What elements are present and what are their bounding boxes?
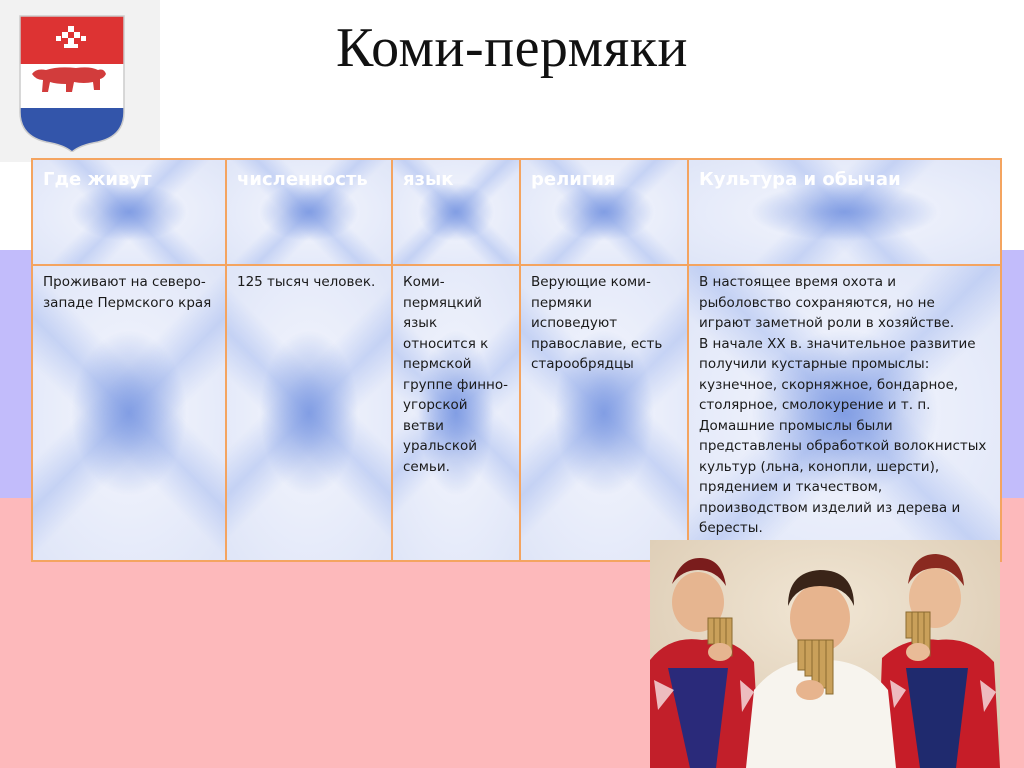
culture-paragraph-2: В начале XX в. значительное развитие получили кустарные промыслы: кузнечное, скорняжное, бондарное, столярное, смолокурение и т. п. Домашние промыслы были представлены обработкой волокнистых культур (льна, конопли, шерсти), прядением и ткачеством, производством изделий из дерева и бересты. (699, 335, 987, 536)
cell-where: Проживают на северо-западе Пермского края (32, 265, 226, 561)
info-table (31, 158, 1002, 562)
table-row (32, 265, 1001, 561)
header-where: Где живут (32, 159, 226, 265)
table-header-row (32, 159, 1001, 265)
cell-culture (688, 265, 1001, 561)
culture-paragraph-1: В настоящее время охота и рыболовство сохраняются, но не играют заметной роли в хозяйстве. (699, 274, 955, 331)
header-language: язык (392, 159, 520, 265)
children-playing-panpipes-photo (650, 540, 1000, 768)
cell-language: Коми-пермяцкий язык относится к пермской группе финно-угорской ветви уральской семьи. (392, 265, 520, 561)
header-religion: религия (520, 159, 688, 265)
header-culture: Культура и обычаи (688, 159, 1001, 265)
page-title: Коми-пермяки (336, 17, 688, 79)
cell-population: 125 тысяч человек. (226, 265, 392, 561)
cell-religion: Верующие коми-пермяки исповедуют православие, есть старообрядцы (520, 265, 688, 561)
header-population: численность (226, 159, 392, 265)
